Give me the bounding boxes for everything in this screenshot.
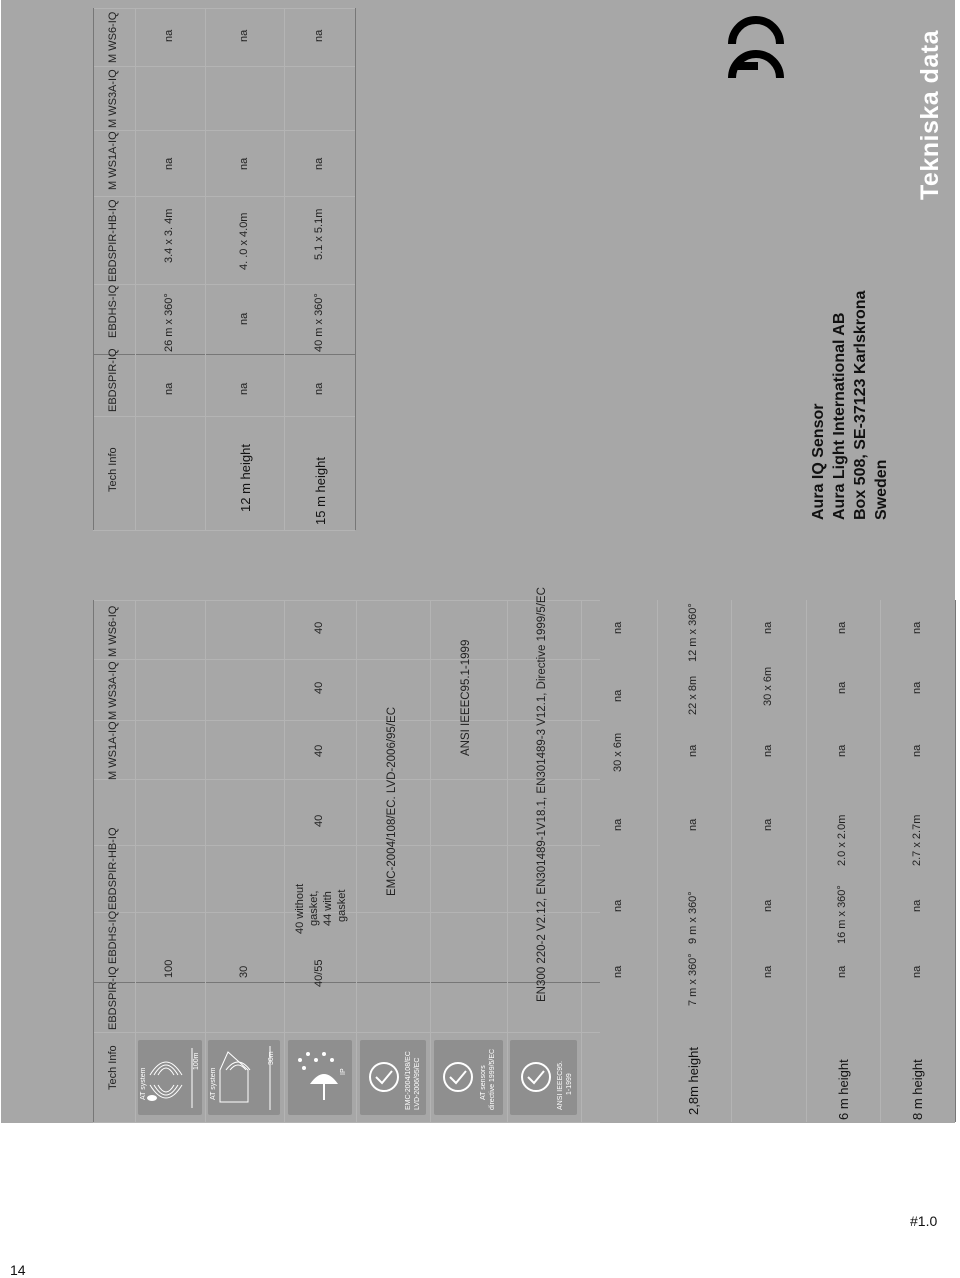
- address-line-1: Aura IQ Sensor: [810, 403, 827, 520]
- h6-mws6: na: [836, 621, 848, 634]
- t2-col-header-techinfo: Tech Info: [107, 447, 119, 492]
- ansi-row-text: ANSI IEEEC95.1-1999: [460, 639, 472, 756]
- row-label-6m: 6 m height: [836, 1059, 851, 1120]
- h6-mws3a: na: [836, 681, 848, 694]
- blank2-ebdhs: na: [762, 899, 774, 912]
- at-system-label-2: AT system: [210, 1067, 217, 1100]
- t2-col-header-ebdhs: EBDHS-IQ: [107, 284, 119, 338]
- company-address: [808, 291, 892, 520]
- t2-col-header-mws6: M WS6-IQ: [107, 11, 119, 63]
- ip-ebdhs-l1: 40 without: [294, 883, 306, 934]
- ip-ebdhs-l4: gasket: [336, 889, 348, 922]
- ip-ebdhs-l2: gasket,: [308, 890, 320, 926]
- address-line-2: Aura Light International AB: [831, 312, 848, 520]
- t2-h12-ebdhs: na: [238, 312, 250, 325]
- t2-r1-ebdspir: na: [163, 382, 175, 395]
- ip-ebdspir-hb: 40: [313, 814, 325, 827]
- h8-ebdspir-hb: 2.7 x 2.7m: [911, 814, 923, 866]
- t2-h15-ebdspir: na: [313, 382, 325, 395]
- t2-row-label-15m: 15 m height: [313, 457, 328, 525]
- ce-mark-icon: [726, 14, 786, 84]
- address-line-4: Sweden: [873, 459, 890, 520]
- h8-ebdhs: na: [911, 899, 923, 912]
- t2-h15-mws6: na: [313, 29, 325, 42]
- h8-mws3a: na: [911, 681, 923, 694]
- col-header-ebdhs: EBDHS-IQ: [107, 910, 119, 964]
- at-sensors-line1: AT sensors: [480, 1065, 487, 1100]
- t2-r1-ebdhs: 26 m x 360°: [163, 293, 175, 352]
- page-title: Tekniska data: [916, 29, 944, 200]
- t2-h15-ebdhs: 40 m x 360°: [313, 293, 325, 352]
- col-header-ebdspir: EBDSPIR-IQ: [107, 966, 119, 1030]
- t2-h12-mws6: na: [238, 29, 250, 42]
- col-header-mws6: M WS6-IQ: [107, 605, 119, 657]
- row-label-8m: 8 m height: [910, 1059, 925, 1120]
- blank-ebdspir: na: [612, 965, 624, 978]
- range2-ebdspir: 30: [238, 965, 250, 978]
- blank2-mws6: na: [762, 621, 774, 634]
- at-system-label: AT system: [140, 1067, 147, 1100]
- col-header-mws3a: M WS3A-IQ: [107, 661, 119, 720]
- ip-ebdspir: 40/55: [313, 959, 325, 987]
- t2-row-label-12m: 12 m height: [238, 444, 253, 512]
- h6-ebdspir-hb: 2.0 x 2.0m: [836, 814, 848, 866]
- t2-col-header-ebdspir: EBDSPIR-IQ: [107, 348, 119, 412]
- page-number: 14: [10, 1262, 26, 1278]
- t2-h12-ebdspir-hb: 4. .0 x 4.0m: [238, 212, 250, 270]
- blank2-mws1a: na: [762, 744, 774, 757]
- ip-ebdhs-l3: 44 with: [322, 891, 334, 926]
- range-ebdspir: 100: [163, 959, 175, 978]
- title-strip: [1, 0, 955, 1123]
- blank2-ebdspir-hb: na: [762, 818, 774, 831]
- emc-row-text: EMC-2004/108/EC. LVD-2006/95/EC: [386, 707, 398, 896]
- en300-row-text: EN300 220-2 V2.12, EN301489-1V18.1, EN301489-3 V12.1, Directive 1999/5/EC: [536, 587, 548, 1002]
- ip-rating-icon: [288, 1040, 352, 1115]
- h28-mws1a: na: [687, 744, 699, 757]
- row-label-2-8m: 2,8m height: [686, 1047, 701, 1115]
- col-header-mws1a: M WS1A-IQ: [107, 721, 119, 780]
- ip-label: IP: [340, 1068, 347, 1075]
- t2-r1-mws6: na: [163, 29, 175, 42]
- h28-ebdspir: 7 m x 360°: [687, 953, 699, 1006]
- t2-h15-mws1a: na: [313, 157, 325, 170]
- col-header-ebdspir-hb: EBDSPIR-HB-IQ: [107, 827, 119, 910]
- address-line-3: Box 508, SE-37123 Karlskrona: [852, 290, 869, 520]
- ip-mws3a: 40: [313, 681, 325, 694]
- h28-mws6: 12 m x 360°: [687, 603, 699, 662]
- t2-h12-mws1a: na: [238, 157, 250, 170]
- ip-mws1a: 40: [313, 744, 325, 757]
- distance-30-label: 30m: [268, 1051, 275, 1065]
- blank-ebdspir-hb: na: [612, 818, 624, 831]
- h8-mws6: na: [911, 621, 923, 634]
- blank2-ebdspir: na: [762, 965, 774, 978]
- col-header-techinfo: Tech Info: [107, 1045, 119, 1090]
- t2-h12-ebdspir: na: [238, 382, 250, 395]
- blank2-mws3a: 30 x 6m: [762, 666, 774, 706]
- h8-mws1a: na: [911, 744, 923, 757]
- h28-mws3a: 22 x 8m: [687, 675, 699, 715]
- blank-mws3a: na: [612, 689, 624, 702]
- t2-col-header-mws3a: M WS3A-IQ: [107, 69, 119, 128]
- t2-r1-mws1a: na: [163, 157, 175, 170]
- h28-ebdspir-hb: na: [687, 818, 699, 831]
- ip-mws6: 40: [313, 621, 325, 634]
- t2-r1-ebdspir-hb: 3.4 x 3. 4m: [163, 208, 175, 263]
- t2-col-header-mws1a: M WS1A-IQ: [107, 131, 119, 190]
- h6-mws1a: na: [836, 744, 848, 757]
- t2-h15-ebdspir-hb: 5.1 x 5.1m: [313, 208, 325, 260]
- blank-mws1a: 30 x 6m: [612, 732, 624, 772]
- ansi-icon-line2: 1-1999: [566, 1073, 573, 1095]
- ansi-icon-line1: ANSI IEEEC95.: [557, 1060, 564, 1110]
- emc-icon-line1: EMC-2004/108/EC: [405, 1051, 412, 1110]
- at-sensors-line2: directive 1999/5/EC: [489, 1048, 496, 1110]
- emc-icon-line2: LVD-2006/95/EC: [414, 1057, 421, 1110]
- blank-ebdhs: na: [612, 899, 624, 912]
- h6-ebdspir: na: [836, 965, 848, 978]
- h8-ebdspir: na: [911, 965, 923, 978]
- blank-mws6: na: [612, 621, 624, 634]
- h6-ebdhs: 16 m x 360°: [836, 885, 848, 944]
- distance-100-label: 100m: [193, 1052, 200, 1070]
- t2-col-header-ebdspir-hb: EBDSPIR-HB-IQ: [107, 199, 119, 282]
- h28-ebdhs: 9 m x 360°: [687, 891, 699, 944]
- version-label: #1.0: [910, 1213, 938, 1229]
